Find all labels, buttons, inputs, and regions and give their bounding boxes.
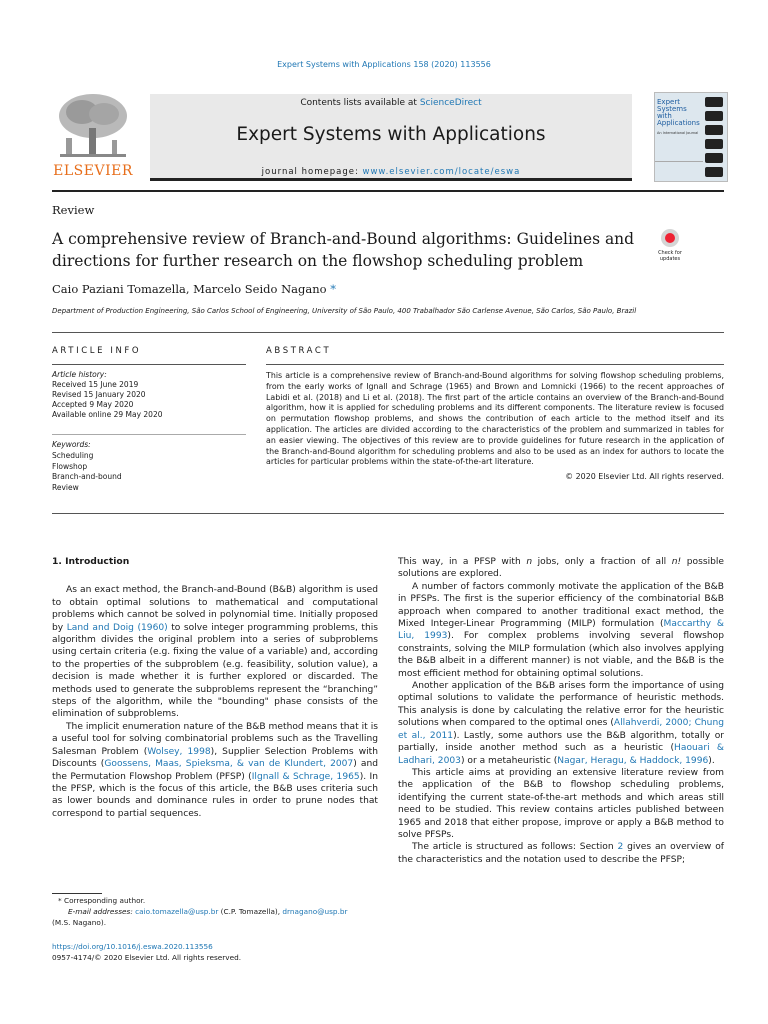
abstract-copyright: © 2020 Elsevier Ltd. All rights reserved. — [565, 472, 724, 482]
homepage-link[interactable]: www.elsevier.com/locate/eswa — [362, 167, 521, 177]
corresponding-note: * Corresponding author. — [58, 896, 146, 905]
section-rule — [52, 332, 724, 333]
authors — [52, 282, 336, 296]
cover-icon — [705, 125, 723, 135]
abstract-bottom-rule — [52, 513, 724, 514]
sciencedirect-link[interactable]: ScienceDirect — [419, 98, 482, 108]
abstract-text: This article is a comprehensive review of Branch-and-Bound algorithms for solving flowshop scheduling problems, from the early works of Ignall and Schrage (1965) and Brown and Lomnicki (1966) to the recent approaches of Labidi et al. (2018) and Li et al. (2018). The first part of the article contains an overview of the Branch-and-Bound algorithm, how it is applied for scheduling problems and its different components. The literature review is focused on permutation flowshop problems, and shows the contribution of each article to the method itself and its application. The articles are divided according to the characteristics of the problem and summarized in tables for an easier viewing. The objectives of this review are to provide guidelines for future research in the application of the Branch-and-Bound algorithm for scheduling problems and also to be used as an index for authors to locate the articles for particular problems within the state-of-the-art literature. — [266, 371, 724, 467]
email-link[interactable]: caio.tomazella@usp.br — [135, 906, 219, 916]
citation-link[interactable]: Ilgnall & Schrage, 1965 — [251, 771, 360, 782]
keywords — [52, 440, 246, 494]
paragraph: As an exact method, the Branch-and-Bound (B&B) algorithm is used to obtain optimal solutions to mathematical and computational problems which cannot be solved in polynomial time. Initially proposed by Land and Doig (1960) to solve integer programming problems, this algorithm divides the original problem into a series of subproblems using certain criteria (e.g. fixing the value of a variable) and, according to the properties of the subproblem (e.g. feasibility, solution value), a decision is made whether it is further explored or discarded. The methods used to generate the subproblems represent the “branching” steps of the algorithm, while the "bounding" phase consists of the elimination of subproblems. — [52, 585, 379, 720]
paragraph: The implicit enumeration nature of the B&B method means that it is a useful tool for solving combinatorial problems such as the Travelling Salesman Problem (Wolsey, 1998), Supplier Selection Problems with Discounts (Goossens, Maas, Spieksma, & van de Klundert, 2007) and the Permutation Flowshop Problem (PFSP) (Ilgnall & Schrage, 1965). In the PFSP, which is the focus of this article, the B&B uses criteria such as lower bounds and dominance rules in order to prune nodes that correspond to partial sequences. — [52, 721, 378, 819]
article-info-heading: ARTICLE INFO — [52, 346, 142, 356]
citation-link[interactable]: Maccarthy & Liu, 1993 — [398, 619, 724, 642]
elsevier-tree-icon — [52, 92, 134, 162]
cover-icon — [705, 153, 723, 163]
cover-rule — [655, 161, 703, 162]
article-history — [52, 370, 246, 420]
paragraph: A number of factors commonly motivate the application of the B&B in PFSPs. The first is the superior efficiency of the combinatorial B&B approach when compared to another traditional exact method, the Mixed Integer-Linear Programming (MILP) formulation (Maccarthy & Liu, 1993). For complex problems involving several flowshop constraints, solving the MILP formulation (which also involves applying the B&B albeit in a different manner) is not viable, and the B&B is the most efficient method for obtaining optimal solutions. — [398, 581, 724, 679]
author-names[interactable]: Caio Paziani Tomazella, Marcelo Seido Nagano — [52, 282, 327, 296]
check-updates-icon — [661, 229, 679, 247]
doi-link[interactable]: https://doi.org/10.1016/j.eswa.2020.113556 — [52, 942, 213, 951]
citation-link[interactable]: Goossens, Maas, Spieksma, & van de Klundert, 2007 — [104, 759, 354, 770]
journal-cover-thumbnail[interactable] — [654, 92, 728, 182]
contents-prefix: Contents lists available at — [300, 98, 420, 108]
abstract — [266, 371, 724, 483]
check-updates-label: Check for updates — [658, 250, 682, 262]
cover-icon — [705, 167, 723, 177]
citation-link[interactable]: Allahverdi, 2000; Chung et al., 2011 — [398, 718, 724, 741]
body-left-column — [52, 556, 378, 820]
footnote — [52, 896, 378, 928]
header-rule — [52, 190, 724, 192]
cover-icon — [705, 97, 723, 107]
homepage-prefix: journal homepage: — [261, 167, 363, 177]
keyword: Review — [52, 483, 79, 493]
issn-copyright: 0957-4174/© 2020 Elsevier Ltd. All rights reserved. — [52, 953, 242, 962]
citation-link[interactable]: Haouari & Ladhari, 2003 — [398, 743, 725, 766]
cover-icon — [705, 139, 723, 149]
check-for-updates-button[interactable] — [650, 229, 690, 269]
history-label: Article history: — [52, 370, 107, 379]
elsevier-logo[interactable] — [52, 92, 134, 182]
contents-line — [150, 98, 632, 108]
paragraph: This article aims at providing an extensive literature review from the application of the B&B to flowshop scheduling problems, identifying the current state-of-the-art methods and which areas still need to be studied. This review contains articles published between 1965 and 2018 that either propose, improve or apply a B&B method to solve PFSPs. — [398, 767, 724, 840]
keyword: Scheduling — [52, 450, 94, 460]
section-link[interactable]: 2 — [617, 842, 624, 853]
paragraph: Another application of the B&B arises form the importance of using optimal solutions to validate the performance of heuristic methods. This analysis is done by calculating the relative error for the heuristic solutions when compared to the optimal ones (Allahverdi, 2000; Chung et al., 2011). Lastly, some authors use the B&B algorithm, totally or partially, inside another method such as a heuristic (Haouari & Ladhari, 2003) or a metaheuristic (Nagar, Heragu, & Haddock, 1996). — [398, 681, 725, 766]
article-info-rule — [52, 364, 246, 365]
history-revised: Revised 15 January 2020 — [52, 390, 146, 399]
article-type: Review — [52, 203, 95, 217]
cover-subtitle: An International Journal — [657, 131, 699, 135]
affiliation: Department of Production Engineering, São Carlos School of Engineering, University of São Paulo, 400 Trabalhador São Carlense Avenue, São Carlos, São Paulo, Brazil — [52, 307, 637, 315]
paragraph: The article is structured as follows: Section 2 gives an overview of the characteristics and the notation used to describe the PFSP; — [398, 842, 724, 865]
footnote-rule — [52, 893, 102, 894]
keywords-rule — [52, 434, 246, 435]
history-received: Received 15 June 2019 — [52, 380, 139, 389]
citation-link[interactable]: Nagar, Heragu, & Haddock, 1996 — [557, 755, 709, 766]
keywords-label: Keywords: — [52, 440, 91, 449]
journal-banner — [150, 94, 632, 181]
body-right-column — [398, 556, 724, 866]
history-accepted: Accepted 9 May 2020 — [52, 400, 134, 409]
citation-link[interactable]: Land and Doig (1960) — [66, 622, 168, 633]
intro-heading: 1. Introduction — [52, 556, 130, 567]
email-line: E-mail addresses: caio.tomazella@usp.br (C.P. Tomazella), drnagano@usp.br — [68, 906, 348, 916]
corresponding-author-mark[interactable]: * — [330, 282, 336, 296]
keyword: Branch-and-bound — [52, 472, 122, 482]
journal-title[interactable]: Expert Systems with Applications — [236, 124, 546, 145]
citation-link[interactable]: Wolsey, 1998 — [147, 746, 211, 757]
history-online: Available online 29 May 2020 — [52, 410, 163, 419]
cover-icon — [705, 111, 723, 121]
abstract-rule — [266, 364, 724, 365]
journal-reference[interactable]: Expert Systems with Applications 158 (2020) 113556 — [277, 60, 491, 69]
abstract-heading: ABSTRACT — [266, 346, 332, 356]
email-link[interactable]: drnagano@usp.br — [282, 906, 348, 916]
journal-homepage — [150, 167, 632, 177]
paragraph: This way, in a PFSP with n jobs, only a fraction of all n! possible solutions are explored. — [398, 557, 724, 580]
journal-header — [52, 92, 724, 188]
article-title: A comprehensive review of Branch-and-Bound algorithms: Guidelines and directions for further research on the flowshop scheduling problem — [52, 230, 635, 270]
keyword: Flowshop — [52, 461, 88, 471]
email-name: (M.S. Nagano). — [52, 917, 107, 927]
cover-title: Expert Systems with Applications — [657, 98, 700, 127]
elsevier-wordmark: ELSEVIER — [53, 163, 133, 179]
